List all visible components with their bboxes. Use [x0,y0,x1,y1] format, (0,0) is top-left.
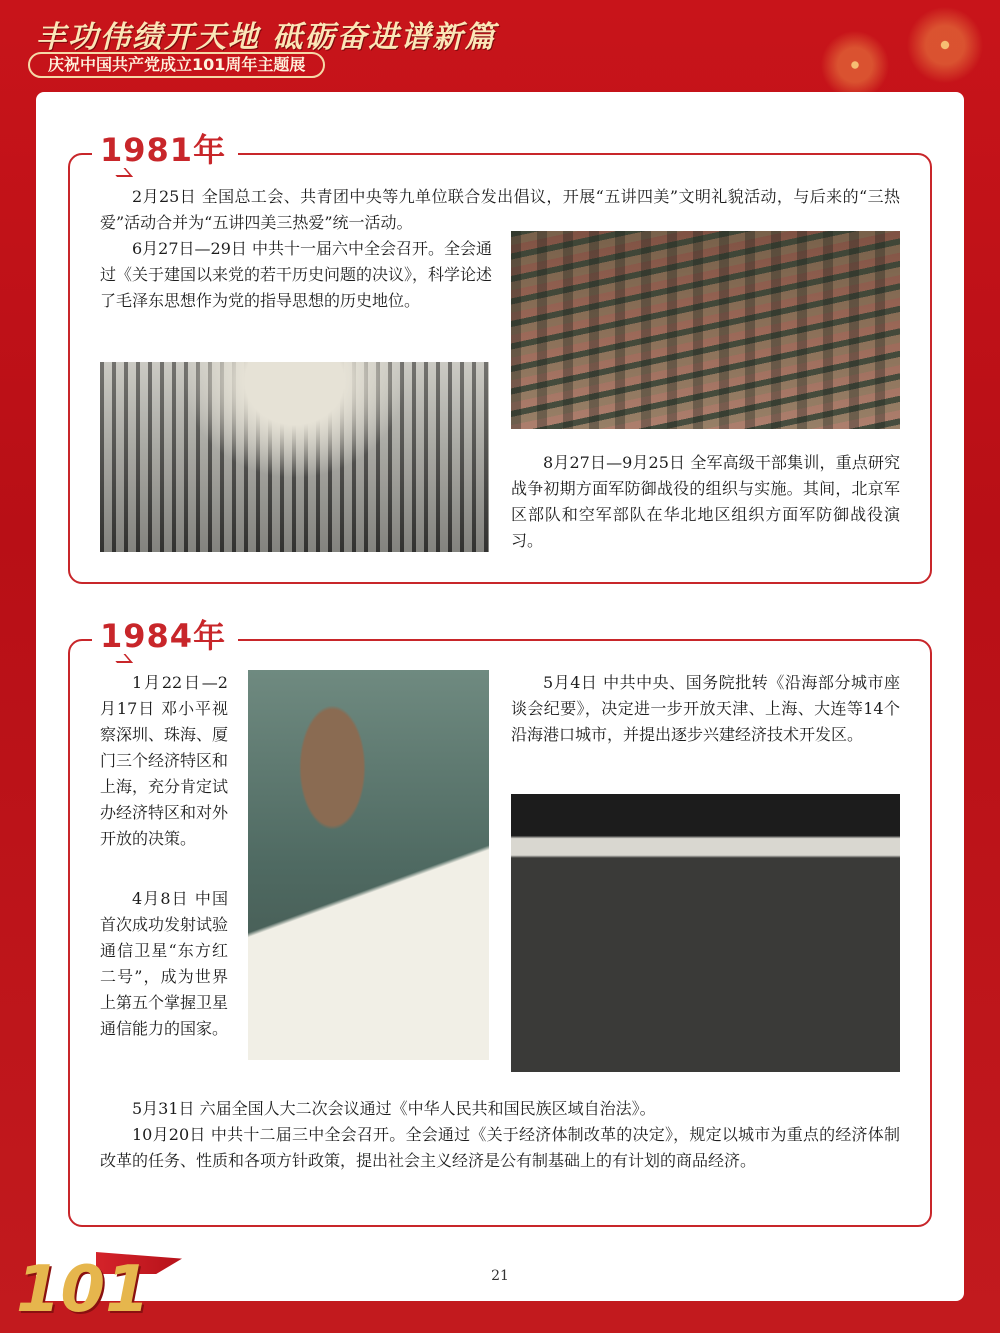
photo-plenary-session [100,362,489,552]
paragraph-1981-jun27: 6月27日—29日 中共十一届六中全会召开。全会通过《关于建国以来党的若干历史问题的决议》，科学论述了毛泽东思想作为党的指导思想的历史地位。 [100,239,493,310]
firework-decoration [810,30,900,100]
year-heading-1984: 1984年 [92,618,238,654]
paragraph-1981-feb25: 2月25日 全国总工会、共青团中央等九单位联合发出倡议，开展“五讲四美”文明礼貌活动，与后来的“三热爱”活动合并为“五讲四美三热爱”统一活动。 [100,187,900,232]
paragraph-1984-may31: 5月31日 六届全国人大二次会议通过《中华人民共和国民族区域自治法》。 [132,1099,656,1118]
paragraph-1984-oct20: 10月20日 中共十二届三中全会召开。全会通过《关于经济体制改革的决定》，规定以城市为重点的经济体制改革的任务、性质和各项方针政策，提出社会主义经济是公有制基础上的有计划的商品经济。 [100,1125,900,1170]
banner-title: 丰功伟绩开天地 砥砺奋进谱新篇 [36,20,497,55]
paragraph-1981-aug27: 8月27日—9月25日 全军高级干部集训，重点研究战争初期方面军防御战役的组织与实施。其间，北京军区部队和空军部队在华北地区组织方面军防御战役演习。 [511,453,900,550]
firework-decoration [900,0,990,90]
page-number: 21 [491,1268,509,1284]
anniversary-101-logo: 101 [16,1253,150,1327]
paragraph-1984-jan22: 1月22日—2月17日 邓小平视察深圳、珠海、厦门三个经济特区和上海，充分肯定试办经济特区和对外开放的决策。 [100,673,229,848]
photo-tank-formation [511,231,900,429]
year-heading-1981: 1981年 [92,132,238,168]
photo-congress-session [511,794,900,1072]
paragraph-1984-may4: 5月4日 中共中央、国务院批转《沿海部分城市座谈会纪要》，决定进一步开放天津、上海、大连等14个沿海港口城市，并提出逐步兴建经济技术开发区。 [511,673,900,744]
paragraph-1984-apr8: 4月8日 中国首次成功发射试验通信卫星“东方红二号”，成为世界上第五个掌握卫星通信能力的国家。 [100,889,229,1038]
photo-deng-calligraphy [248,670,489,1060]
banner-subtitle: 庆祝中国共产党成立101周年主题展 [28,52,325,78]
